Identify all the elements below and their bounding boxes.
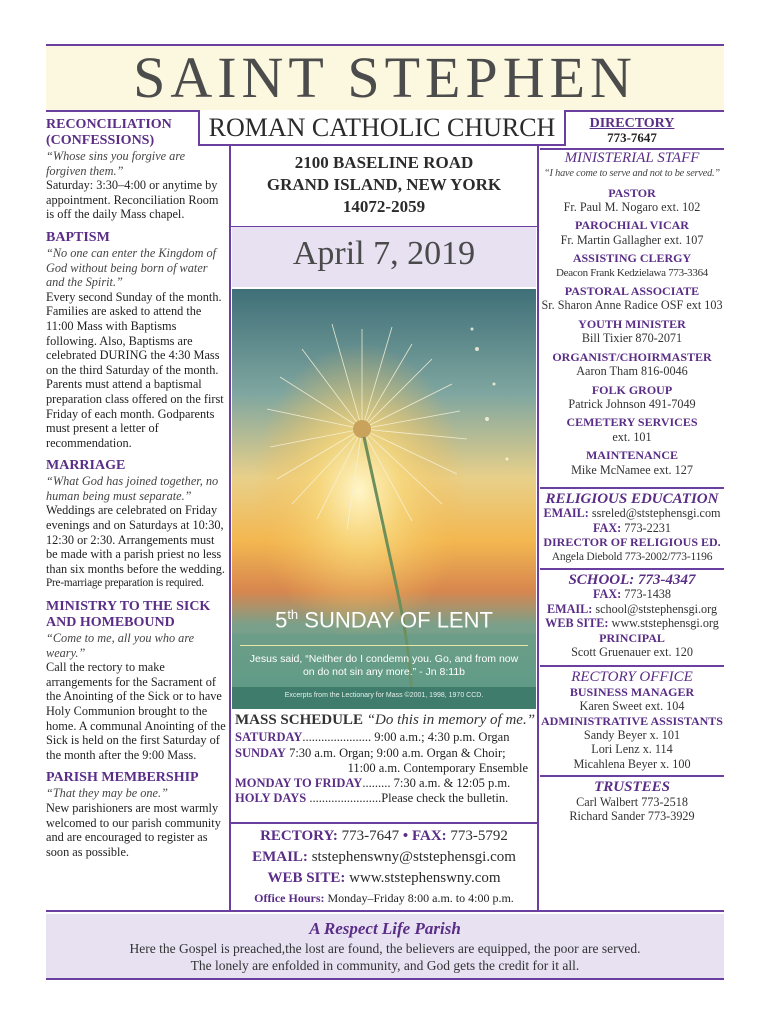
- lent-title: 5th SUNDAY OF LENT: [275, 607, 493, 633]
- gospel-quote: Jesus said, “Neither do I condemn you. Go, and from now on do not sin any more.” - Jn 8:11b: [249, 653, 519, 678]
- footer-top-rule: [46, 910, 724, 912]
- address-zip: 14072-2059: [342, 197, 426, 216]
- masthead: [46, 46, 724, 110]
- religious-ed-heading: RELIGIOUS EDUCATION: [545, 490, 719, 507]
- trustee-name: Richard Sander 773-3929: [569, 809, 695, 824]
- school-heading: SCHOOL: 773-4347: [568, 571, 696, 588]
- staff-item: PAROCHIAL VICAR Fr. Martin Gallagher ext. 107: [560, 218, 704, 247]
- marriage-text: Weddings are celebrated on Friday evenings and on Saturdays at 10:30, 12:30 or 2:30. Arrangements must be made with a parish priest no less than six months before the wedding.: [46, 503, 225, 576]
- lent-title-rule: [240, 645, 528, 646]
- trustees-section: [540, 775, 724, 823]
- religious-education: [540, 487, 724, 564]
- left-divider: [229, 146, 231, 910]
- reconciliation-section: [46, 117, 228, 222]
- religious-ed-email: EMAIL: ssreled@ststephensgi.com: [543, 506, 721, 521]
- footer-line-1: Here the Gospel is preached,the lost are found, the believers are equipped, the poor are served.: [129, 941, 641, 956]
- mass-sunday: SUNDAY 7:30 a.m. Organ; 9:00 a.m. Organ & Choir;: [235, 745, 506, 760]
- school-email: EMAIL: school@ststephensgi.org: [546, 601, 718, 616]
- sick-ministry-section: [46, 599, 228, 762]
- reconciliation-text: Saturday: 3:30–4:00 or anytime by appointment. Reconciliation Room is off the daily Mass chapel.: [46, 178, 219, 222]
- principal-name: Scott Gruenauer ext. 120: [571, 645, 693, 659]
- religious-ed-director-name: Angela Diebold 773-2002/773-1196: [551, 550, 713, 563]
- left-column: [46, 117, 228, 867]
- contact-rule: [231, 822, 537, 824]
- staff-item: ASSISTING CLERGY Deacon Frank Kedzielawa 773-3364: [556, 251, 708, 279]
- admin-name: Sandy Beyer x. 101: [583, 728, 681, 743]
- sick-ministry-quote: “Come to me, all you who are weary.”: [46, 631, 195, 660]
- sick-ministry-heading: MINISTRY TO THE SICK AND HOMEBOUND: [46, 599, 211, 631]
- mass-weekday: MONDAY TO FRIDAY......... 7:30 a.m. & 12:05 p.m.: [235, 776, 511, 791]
- admin-label: ADMINISTRATIVE ASSISTANTS: [541, 713, 723, 728]
- ministerial-heading: MINISTERIAL STAFF: [564, 149, 700, 166]
- baptism-heading: BAPTISM: [46, 229, 110, 245]
- school-fax: FAX: 773-1438: [593, 587, 671, 602]
- admin-name: Micahlena Beyer x. 100: [573, 756, 691, 771]
- business-manager-label: BUSINESS MANAGER: [569, 684, 695, 699]
- rectory-website: WEB SITE: www.ststephenswny.com: [267, 870, 501, 886]
- mass-schedule: [232, 713, 536, 807]
- rectory-contact: [232, 826, 536, 907]
- church-name-box: [198, 110, 566, 146]
- ministerial-quote: “I have come to serve and not to be served.”: [544, 168, 720, 180]
- address-street: 2100 BASELINE ROAD: [294, 153, 474, 172]
- rectory-phone-fax: RECTORY: 773-7647 • FAX: 773-5792: [260, 828, 508, 844]
- staff-item: PASTORAL ASSOCIATE Sr. Sharon Anne Radice OSF ext 103: [541, 284, 723, 313]
- membership-text: New parishioners are most warmly welcomed to our parish community and are encouraged to register as soon as possible.: [46, 800, 221, 859]
- staff-item: ORGANIST/CHOIRMASTER Aaron Tham 816-0046: [552, 349, 712, 379]
- reconciliation-quote: “Whose sins you forgive are forgiven them.”: [46, 149, 186, 178]
- membership-heading: PARISH MEMBERSHIP: [46, 770, 199, 786]
- mass-schedule-title: MASS SCHEDULE “Do this in memory of me.”: [235, 712, 536, 728]
- reconciliation-heading: RECONCILIATION (CONFESSIONS): [46, 117, 172, 148]
- parish-title: SAINT STEPHEN: [133, 45, 637, 110]
- staff-item: YOUTH MINISTER Bill Tixier 870-2071: [578, 316, 686, 346]
- baptism-quote: “No one can enter the Kingdom of God without being born of water and the Spirit.”: [46, 245, 217, 290]
- rectory-office: [540, 665, 724, 771]
- right-divider: [537, 146, 539, 910]
- membership-section: [46, 770, 228, 859]
- footer-title: A Respect Life Parish: [309, 919, 461, 938]
- right-column: [540, 117, 724, 823]
- trustee-name: Carl Walbert 773-2518: [576, 794, 688, 809]
- baptism-text: Every second Sunday of the month. Families are asked to attend the 11:00 Mass with Baptisms following. Also, Baptisms are celebrated DURING the 4:30 Mass on the third Saturday of the month. Parents must attend a baptismal preparation class offered on the first Friday of each month. Godparents must present a letter of recommendation.: [46, 289, 224, 450]
- mass-holy-days: HOLY DAYS .......................Please check the bulletin.: [235, 791, 509, 806]
- address-city: GRAND ISLAND, NEW YORK: [266, 175, 502, 194]
- mass-sunday-2: 11:00 a.m. Contemporary Ensemble: [347, 760, 528, 775]
- mass-saturday: SATURDAY...................... 9:00 a.m.; 4:30 p.m. Organ: [235, 730, 510, 745]
- directory-phone: 773-7647: [607, 130, 657, 146]
- staff-item: CEMETERY SERVICES ext. 101: [566, 415, 698, 444]
- staff-item: FOLK GROUP Patrick Johnson 491-7049: [568, 382, 696, 411]
- admin-name: Lori Lenz x. 114: [591, 742, 673, 757]
- school-section: [540, 568, 724, 659]
- respect-life-footer: [46, 914, 724, 978]
- principal-label: PRINCIPAL: [599, 630, 665, 645]
- religious-ed-director: DIRECTOR OF RELIGIOUS ED.: [543, 535, 721, 550]
- religious-ed-fax: FAX: 773-2231: [593, 520, 671, 535]
- rectory-office-heading: RECTORY OFFICE: [571, 669, 693, 686]
- ministerial-staff: [540, 148, 724, 477]
- church-name: ROMAN CATHOLIC CHURCH: [208, 113, 556, 142]
- marriage-section: [46, 458, 228, 591]
- marriage-note: Pre-marriage preparation is required.: [46, 577, 204, 590]
- membership-quote: “That they may be one.”: [46, 786, 168, 801]
- lent-cover-image: [232, 289, 536, 709]
- dandelion-illustration: [232, 289, 536, 709]
- bulletin-date: April 7, 2019: [292, 235, 476, 272]
- sick-ministry-text: Call the rectory to make arrangements for the Sacrament of the Anointing of the Sick or to have Holy Communion brought to the home. A communal Anointing of the Sick is held on the first Saturday of the month after the 9:00 Mass.: [46, 660, 226, 762]
- parish-address: [234, 152, 534, 218]
- footer-line-2: The lonely are enfolded in community, and God gets the credit for it all.: [190, 958, 580, 973]
- directory-heading: DIRECTORY: [589, 116, 675, 131]
- baptism-section: [46, 230, 228, 450]
- rectory-email: EMAIL: ststephenswny@ststephensgi.com: [252, 849, 516, 865]
- office-hours: Office Hours: Monday–Friday 8:00 a.m. to 4:00 p.m.: [254, 891, 514, 905]
- staff-item: PASTOR Fr. Paul M. Nogaro ext. 102: [563, 185, 701, 215]
- staff-item: MAINTENANCE Mike McNamee ext. 127: [571, 448, 693, 477]
- date-box: [232, 227, 536, 287]
- trustees-heading: TRUSTEES: [594, 779, 670, 796]
- school-website: WEB SITE: www.ststephensgi.org: [545, 616, 719, 631]
- footer-bottom-rule: [46, 978, 724, 980]
- marriage-heading: MARRIAGE: [46, 458, 126, 474]
- lectionary-credit: Excerpts from the Lectionary for Mass ©2001, 1998, 1970 CCD.: [284, 692, 484, 699]
- business-manager-name: Karen Sweet ext. 104: [579, 699, 685, 714]
- marriage-quote: “What God has joined together, no human being must separate.”: [46, 474, 219, 503]
